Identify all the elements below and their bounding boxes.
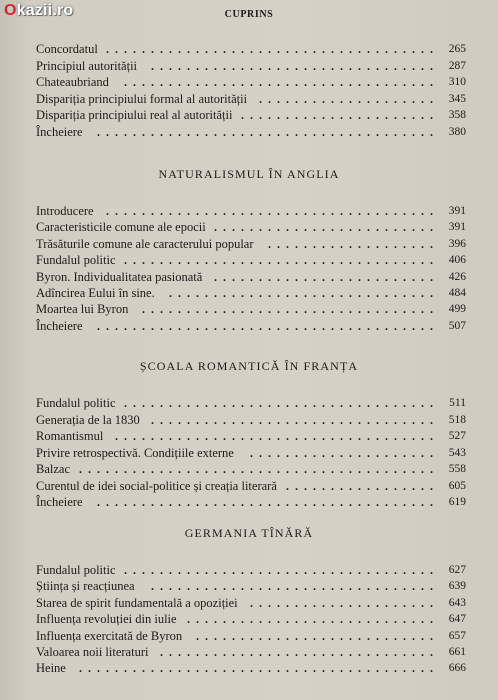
toc-entry	[36, 58, 466, 74]
dot-leader: .....................................	[106, 204, 439, 218]
toc-entry	[36, 124, 466, 140]
toc-entry	[36, 478, 466, 494]
section-title: ȘCOALA ROMANTICĂ ÎN FRANȚA	[139, 359, 359, 373]
dot-leader: ...................	[268, 236, 439, 251]
entry-page-number: 358	[448, 109, 466, 121]
entry-title: Fundalul politic	[36, 253, 116, 268]
entry-title: Adîncirea Eului în sine.	[36, 286, 155, 300]
watermark-logo-mark: O	[4, 2, 17, 19]
entry-page-number: 499	[448, 303, 466, 316]
toc-entry	[36, 203, 466, 219]
entry-title: Caracteristicile comune ale epocii	[36, 220, 206, 235]
dot-leader: ............................	[187, 612, 439, 627]
dot-leader: .....................	[250, 595, 439, 610]
section-title: GERMANIA TÎNĂRĂ	[184, 526, 314, 540]
entry-title: Dispariția principiului formal al autorității	[36, 91, 248, 106]
toc-entry	[36, 285, 466, 301]
toc-entry	[36, 445, 466, 461]
entry-page-number: 647	[448, 613, 466, 626]
toc-entry	[36, 318, 466, 334]
entry-page-number: 287	[448, 59, 466, 72]
dot-leader: ......................................	[97, 124, 439, 139]
toc-entry	[36, 412, 466, 428]
toc-entry	[36, 644, 466, 660]
entry-title: Concordatul	[36, 42, 98, 56]
dot-leader: .................................	[142, 302, 439, 317]
entry-page-number: 391	[448, 221, 466, 234]
dot-leader: ...............................	[160, 645, 439, 659]
toc-entry	[36, 252, 466, 268]
dot-leader: ........................................	[79, 661, 439, 676]
section-title: NATURALISMUL ÎN ANGLIA	[158, 167, 340, 181]
toc-entry	[36, 301, 466, 317]
entry-page-number: 657	[448, 629, 466, 642]
entry-title: Balzac	[36, 462, 71, 476]
dot-leader: ...................................	[124, 75, 439, 89]
entry-page-number: 605	[448, 479, 466, 492]
entry-title: Chateaubriand	[36, 75, 109, 89]
entry-title: Byron. Individualitatea pasionată	[36, 269, 203, 284]
entry-title: Dispariția principiului real al autorității	[36, 108, 233, 122]
dot-leader: ................................	[151, 58, 439, 73]
dot-leader: ....................	[259, 91, 439, 106]
dot-leader: .........................	[214, 220, 439, 235]
entry-title: Știința și reacțiunea	[36, 579, 135, 594]
dot-leader: ......................................	[97, 495, 439, 509]
dot-leader: .....................................	[106, 42, 439, 56]
entry-page-number: 426	[448, 270, 466, 283]
toc-entry	[36, 562, 466, 578]
toc-entry	[36, 91, 466, 107]
entry-page-number: 345	[448, 92, 466, 105]
toc-entry	[36, 578, 466, 594]
entry-page-number: 619	[448, 496, 466, 508]
watermark-text: kazii.ro	[16, 2, 74, 19]
entry-page-number: 396	[448, 237, 466, 250]
toc-entry	[36, 660, 466, 676]
dot-leader: .....................	[250, 445, 439, 460]
entry-title: Generația de la 1830	[36, 412, 140, 427]
entry-page-number: 484	[448, 287, 466, 299]
dot-leader: ...................................	[124, 563, 439, 577]
toc-entry	[36, 461, 466, 477]
entry-page-number: 507	[448, 319, 466, 332]
toc-entry	[36, 41, 466, 57]
entry-title: Heine	[36, 661, 66, 676]
dot-leader: ...........................	[196, 628, 439, 643]
entry-title: Romantismul	[36, 429, 104, 443]
entry-title: Fundalul politic	[36, 396, 116, 410]
dot-leader: ...................................	[124, 396, 439, 410]
toc-entry	[36, 74, 466, 90]
entry-title: Încheiere	[36, 318, 83, 333]
dot-leader: ....................................	[115, 429, 439, 443]
running-head: CUPRINS	[224, 9, 274, 20]
toc-entry	[36, 395, 466, 411]
toc-entry	[36, 219, 466, 235]
entry-title: Privire retrospectivă. Condițiile externe	[36, 445, 234, 460]
toc-entry	[36, 236, 466, 252]
entry-title: Valoarea noii literaturi	[36, 645, 149, 659]
entry-title: Curentul de idei social-politice și creația literară	[36, 478, 277, 493]
toc-entry	[36, 269, 466, 285]
entry-page-number: 543	[448, 446, 466, 459]
entry-page-number: 661	[448, 646, 466, 658]
entry-page-number: 666	[448, 662, 466, 675]
entry-title: Influența exercitată de Byron	[36, 628, 183, 643]
entry-page-number: 518	[448, 413, 466, 426]
entry-title: Încheiere	[36, 124, 83, 139]
entry-page-number: 639	[448, 580, 466, 593]
entry-page-number: 527	[448, 430, 466, 442]
entry-page-number: 406	[448, 254, 466, 267]
toc-entry	[36, 494, 466, 510]
entry-page-number: 391	[448, 205, 466, 217]
toc-entry	[36, 107, 466, 123]
entry-page-number: 643	[448, 596, 466, 609]
entry-page-number: 310	[448, 76, 466, 88]
toc-entry	[36, 628, 466, 644]
dot-leader: ................................	[151, 412, 439, 427]
entry-title: Fundalul politic	[36, 563, 116, 577]
entry-title: Starea de spirit fundamentală a opoziției	[36, 595, 238, 610]
toc-entry	[36, 595, 466, 611]
dot-leader: .........................	[214, 269, 439, 284]
entry-page-number: 380	[448, 125, 466, 138]
entry-page-number: 558	[448, 463, 466, 475]
dot-leader: ...................................	[124, 253, 439, 268]
dot-leader: ........................................	[79, 462, 439, 476]
entry-page-number: 627	[448, 564, 466, 576]
dot-leader: .................	[286, 478, 439, 493]
dot-leader: ......................	[241, 108, 439, 122]
toc-entry	[36, 611, 466, 627]
entry-title: Încheiere	[36, 495, 83, 509]
entry-title: Trăsăturile comune ale caracterului popular	[36, 236, 254, 251]
entry-title: Principiul autorității	[36, 58, 138, 73]
dot-leader: ......................................	[97, 318, 439, 333]
dot-leader: ................................	[151, 579, 439, 594]
entry-title: Introducere	[36, 204, 94, 218]
dot-leader: ..............................	[169, 286, 439, 300]
entry-title: Influența revoluției din iulie	[36, 612, 177, 627]
entry-title: Moartea lui Byron	[36, 302, 129, 317]
toc-entry	[36, 428, 466, 444]
entry-page-number: 265	[448, 43, 466, 55]
entry-page-number: 511	[449, 397, 466, 409]
